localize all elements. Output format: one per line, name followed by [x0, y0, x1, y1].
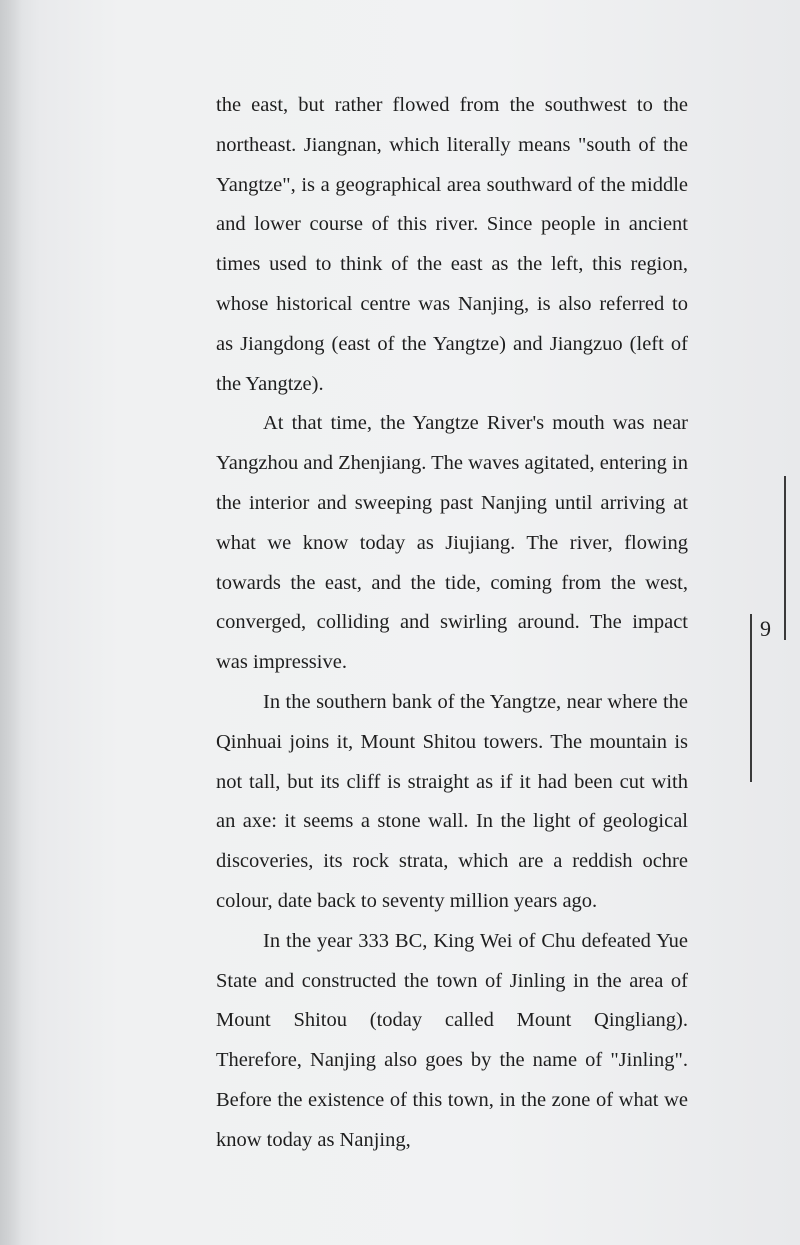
- page-number-marker: [750, 476, 786, 782]
- paragraph-2: At that time, the Yangtze River's mouth was near Yangzhou and Zhenjiang. The waves agitated, entering in the interior and sweeping past Nanjing until arriving at what we know today as Jiujiang. The river, flowing towards the east, and the tide, coming from the west, converged, colliding and swirling around. The impact was impressive.: [216, 412, 688, 674]
- marker-line-left: [750, 614, 752, 782]
- page-number: 9: [760, 616, 771, 641]
- paragraph-3: In the southern bank of the Yangtze, near where the Qinhuai joins it, Mount Shitou towers. The mountain is not tall, but its cliff is straight as if it had been cut with an axe: it seems a stone wall. In the light of geological discoveries, its rock strata, which are a reddish ochre colour, date back to seventy million years ago.: [216, 690, 688, 912]
- body-text: [216, 86, 688, 1161]
- paragraph-4: In the year 333 BC, King Wei of Chu defeated Yue State and constructed the town of Jinling in the area of Mount Shitou (today called Mount Qingliang). Therefore, Nanjing also goes by the name of "Jinling". Before the existence of this town, in the zone of what we know today as Nanjing,: [216, 929, 688, 1151]
- page-edge-shadow: [0, 0, 22, 1245]
- paragraph-1: the east, but rather flowed from the southwest to the northeast. Jiangnan, which literally means "south of the Yangtze", is a geographical area southward of the middle and lower course of this river. Since people in ancient times used to think of the east as the left, this region, whose historical centre was Nanjing, is also referred to as Jiangdong (east of the Yangtze) and Jiangzuo (left of the Yangtze).: [216, 94, 688, 395]
- marker-line-right: [784, 476, 786, 640]
